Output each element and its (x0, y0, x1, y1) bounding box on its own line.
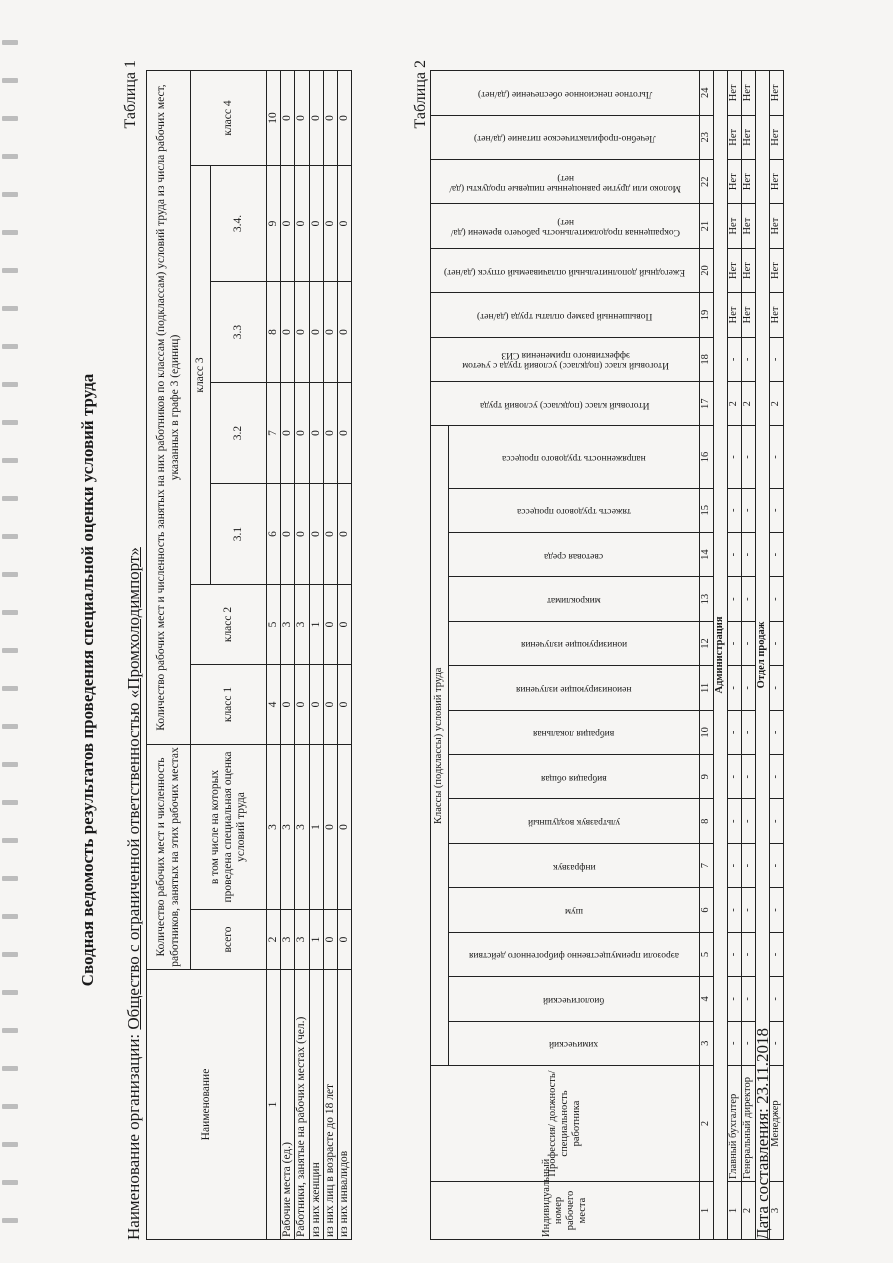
t2-cell: Нет (728, 248, 742, 292)
t2-head-prof: Профессия/ должность/ специальность работника (431, 1066, 700, 1182)
t2-head-col: Молоко или другие равноценные пищевые продукты (да/нет) (431, 159, 700, 203)
t2-cell: - (728, 843, 742, 887)
t2-head-col: микроклимат (449, 577, 700, 621)
t2-head-col: Ежегодный дополнительный оплачиваемый отпуск (да/нет) (431, 248, 700, 292)
t2-section-sales: Отдел продаж (756, 71, 770, 1240)
t1-cell: 0 (295, 484, 309, 585)
t1-cell: 0 (281, 383, 295, 484)
t2-cell: - (742, 710, 756, 754)
t1-cell: 0 (323, 665, 337, 745)
t1-cell: 1 (309, 745, 323, 910)
t1-cell: 0 (295, 665, 309, 745)
t2-row-prof: Менеджер (770, 1066, 784, 1182)
t1-cell: 0 (295, 166, 309, 282)
t2-head-col: шум (449, 888, 700, 932)
t1-cell: 3 (281, 910, 295, 970)
t1-head-class2: класс 2 (191, 585, 267, 665)
t2-cell: Нет (728, 159, 742, 203)
t2-cell: - (770, 843, 784, 887)
t1-cell: 0 (281, 71, 295, 166)
t1-cell: 3 (281, 745, 295, 910)
t2-cell: Нет (770, 248, 784, 292)
t1-colnum: 8 (267, 282, 281, 383)
t1-cell: 0 (338, 71, 352, 166)
t2-cell: 2 (728, 382, 742, 426)
t2-cell: Нет (770, 115, 784, 159)
t1-colnum: 3 (267, 745, 281, 910)
t2-cell: - (742, 621, 756, 665)
t2-colnum: 12 (700, 621, 714, 665)
t1-cell: 0 (309, 383, 323, 484)
t2-colnum: 16 (700, 426, 714, 488)
t2-colnum: 7 (700, 843, 714, 887)
date-value: 23.11.2018 (753, 1027, 772, 1104)
t2-cell: - (742, 532, 756, 576)
t2-cell: - (770, 710, 784, 754)
t1-head-c31: 3.1 (211, 484, 267, 585)
t2-colnum: 24 (700, 71, 714, 116)
t2-cell: Нет (770, 71, 784, 116)
t2-head-col: инфразвук (449, 843, 700, 887)
t1-cell: 3 (281, 585, 295, 665)
t1-head-assessed: в том числе на которых проведена специальная оценка условий труда (191, 745, 267, 910)
compilation-date (753, 1028, 773, 1240)
t1-row-label: из них женщин (309, 970, 323, 1240)
t1-head-c33: 3.3 (211, 282, 267, 383)
t2-head-col: Сокращенная продолжительность рабочего времени (да/нет) (431, 204, 700, 248)
t2-cell: Нет (728, 204, 742, 248)
t2-cell: - (728, 932, 742, 976)
t2-cell: Нет (728, 115, 742, 159)
t2-cell: Нет (728, 293, 742, 337)
t2-head-col: химический (449, 1021, 700, 1065)
t1-cell: 0 (309, 166, 323, 282)
t2-cell: Нет (742, 159, 756, 203)
t2-colnum: 6 (700, 888, 714, 932)
t2-cell: - (728, 337, 742, 381)
table-row (323, 71, 337, 1240)
t1-colnum: 1 (267, 970, 281, 1240)
t2-cell: - (742, 888, 756, 932)
t2-cell: - (770, 666, 784, 710)
t2-row-num: 1 (728, 1182, 742, 1240)
t2-head-classes-group: Классы (подклассы) условий труда (431, 426, 449, 1066)
t2-cell: - (770, 577, 784, 621)
t2-cell: - (728, 799, 742, 843)
t2-cell: - (742, 666, 756, 710)
rotated-document (78, 50, 868, 1240)
t1-cell: 0 (323, 484, 337, 585)
t1-head-total: всего (191, 910, 267, 970)
t2-cell: - (742, 932, 756, 976)
t2-row-prof: Главный бухгалтер (728, 1066, 742, 1182)
t1-cell: 0 (309, 484, 323, 585)
table2-caption: Таблица 2 (412, 60, 429, 129)
t2-cell: - (728, 1021, 742, 1065)
t2-colnum: 8 (700, 799, 714, 843)
t2-head-col: вибрация общая (449, 755, 700, 799)
t1-cell: 0 (281, 282, 295, 383)
t2-cell: - (770, 1021, 784, 1065)
t2-head-col: Льготное пенсионное обеспечение (да/нет) (431, 71, 700, 116)
t1-cell: 1 (309, 910, 323, 970)
t2-colnum: 9 (700, 755, 714, 799)
t2-cell: - (770, 337, 784, 381)
t2-cell: Нет (742, 248, 756, 292)
t1-row-label: Работники, занятые на рабочих местах (чел.) (295, 970, 309, 1240)
t1-row-label: Рабочие места (ед.) (281, 970, 295, 1240)
t2-head-col: Повышенный размер оплаты труда (да/нет) (431, 293, 700, 337)
t2-cell: - (742, 799, 756, 843)
t1-colnum: 5 (267, 585, 281, 665)
t2-cell: Нет (770, 204, 784, 248)
t1-cell: 0 (338, 166, 352, 282)
t2-cell: - (742, 843, 756, 887)
t1-cell: 3 (295, 910, 309, 970)
t1-colnum: 2 (267, 910, 281, 970)
t2-head-col: неионизирующие излучения (449, 666, 700, 710)
t1-cell: 0 (323, 166, 337, 282)
t2-cell: - (728, 755, 742, 799)
t2-head-col: ионизирующие излучения (449, 621, 700, 665)
t2-colnum: 23 (700, 115, 714, 159)
t2-colnum: 13 (700, 577, 714, 621)
summary-table-1 (146, 70, 352, 1240)
t2-cell: - (770, 426, 784, 488)
t2-colnum: 1 (700, 1182, 714, 1240)
t2-cell: - (770, 755, 784, 799)
t1-cell: 0 (309, 665, 323, 745)
t2-cell: - (742, 577, 756, 621)
t2-head-col: аэрозоли преимущественно фиброгенного действия (449, 932, 700, 976)
t2-cell: - (728, 710, 742, 754)
t2-head-col: напряженность трудового процесса (449, 426, 700, 488)
t1-cell: 0 (338, 665, 352, 745)
t2-cell: - (770, 532, 784, 576)
t2-colnum: 17 (700, 382, 714, 426)
table-row (728, 71, 742, 1240)
t2-cell: - (770, 621, 784, 665)
t2-head-col: тяжесть трудового процесса (449, 488, 700, 532)
t2-colnum: 20 (700, 248, 714, 292)
t1-cell: 0 (295, 282, 309, 383)
t1-cell: 0 (338, 383, 352, 484)
t1-cell: 0 (309, 71, 323, 166)
t2-colnum: 11 (700, 666, 714, 710)
t2-cell: - (742, 755, 756, 799)
t2-head-col: Лечебно-профилактическое питание (да/нет) (431, 115, 700, 159)
t2-cell: Нет (742, 293, 756, 337)
t1-head-name: Наименование (147, 970, 267, 1240)
t2-colnum: 15 (700, 488, 714, 532)
t2-cell: - (728, 532, 742, 576)
t1-cell: 0 (295, 383, 309, 484)
t2-colnum: 10 (700, 710, 714, 754)
t1-cell: 0 (295, 71, 309, 166)
t2-cell: - (770, 888, 784, 932)
page-title: Сводная ведомость результатов проведения специальной оценки условий труда (78, 373, 97, 987)
t1-head-class1: класс 1 (191, 665, 267, 745)
t2-colnum: 14 (700, 532, 714, 576)
t2-cell: - (770, 799, 784, 843)
t2-head-col: световая среда (449, 532, 700, 576)
t2-cell: - (742, 337, 756, 381)
t2-head-col: вибрация локальная (449, 710, 700, 754)
t1-cell: 0 (281, 484, 295, 585)
t2-colnum: 21 (700, 204, 714, 248)
t2-row-num: 3 (770, 1182, 784, 1240)
organization-line (124, 547, 144, 1240)
t1-row-label: из них лиц в возрасте до 18 лет (323, 970, 337, 1240)
t2-cell: - (742, 1021, 756, 1065)
t1-colnum: 6 (267, 484, 281, 585)
t2-colnum: 2 (700, 1066, 714, 1182)
t1-colnum: 9 (267, 166, 281, 282)
t1-cell: 3 (295, 745, 309, 910)
t1-cell: 0 (323, 585, 337, 665)
t2-cell: - (742, 977, 756, 1021)
t1-cell: 0 (323, 282, 337, 383)
t2-cell: - (742, 426, 756, 488)
t2-cell: 2 (742, 382, 756, 426)
t2-cell: - (728, 888, 742, 932)
t1-row-label: из них инвалидов (338, 970, 352, 1240)
t1-cell: 0 (323, 745, 337, 910)
binding-marks (0, 0, 22, 1263)
t1-cell: 0 (338, 484, 352, 585)
t2-colnum: 3 (700, 1021, 714, 1065)
t2-cell: - (770, 977, 784, 1021)
t2-head-col: ультразвук воздушный (449, 799, 700, 843)
t1-cell: 0 (281, 665, 295, 745)
t1-cell: 0 (323, 383, 337, 484)
t1-cell: 0 (338, 282, 352, 383)
t1-colnum: 4 (267, 665, 281, 745)
t2-cell: - (728, 577, 742, 621)
t1-cell: 3 (295, 585, 309, 665)
t1-cell: 0 (338, 585, 352, 665)
t2-head-col: Итоговый класс (подкласс) условий труда (431, 382, 700, 426)
t2-cell: - (770, 932, 784, 976)
table-row (295, 71, 309, 1240)
table-row (281, 71, 295, 1240)
t2-cell: - (770, 488, 784, 532)
t1-head-class4: класс 4 (191, 71, 267, 166)
t1-head-count-group: Количество рабочих мест и численность работников, занятых на этих рабочих местах (147, 745, 191, 970)
t2-cell: 2 (770, 382, 784, 426)
t2-colnum: 5 (700, 932, 714, 976)
t2-cell: - (728, 488, 742, 532)
t2-cell: - (742, 488, 756, 532)
t2-cell: - (728, 666, 742, 710)
t2-head-col: Итоговый класс (подкласс) условий труда с учетом эффективного применения СИЗ (431, 337, 700, 381)
t2-cell: Нет (770, 159, 784, 203)
t2-head-num: Индивидуальный номер рабочего места (431, 1182, 700, 1240)
t1-cell: 1 (309, 585, 323, 665)
t1-cell: 0 (323, 71, 337, 166)
t2-cell: Нет (742, 71, 756, 116)
t1-head-c32: 3.2 (211, 383, 267, 484)
organization-label: Наименование организации: (124, 1029, 143, 1240)
table1-caption: Таблица 1 (122, 60, 139, 129)
t1-head-class3: класс 3 (191, 166, 211, 585)
summary-table-2 (430, 70, 784, 1240)
t2-colnum: 18 (700, 337, 714, 381)
t2-cell: Нет (742, 204, 756, 248)
t2-cell: - (728, 621, 742, 665)
t2-head-col: биологический (449, 977, 700, 1021)
t2-section-administration: Администрация (714, 71, 728, 1240)
organization-name: Общество с ограниченной ответственностью «Промхолодимпорт» (124, 547, 143, 1030)
table-row (338, 71, 352, 1240)
t2-cell: Нет (770, 293, 784, 337)
date-label: Дата составления: (753, 1103, 772, 1240)
t1-colnum: 7 (267, 383, 281, 484)
t2-cell: - (728, 426, 742, 488)
t1-head-c34: 3.4. (211, 166, 267, 282)
t2-colnum: 22 (700, 159, 714, 203)
t1-cell: 0 (338, 745, 352, 910)
t2-colnum: 4 (700, 977, 714, 1021)
t2-cell: - (728, 977, 742, 1021)
t1-cell: 0 (323, 910, 337, 970)
t2-cell: Нет (742, 115, 756, 159)
t1-cell: 0 (338, 910, 352, 970)
t1-head-classes-group: Количество рабочих мест и численность занятых на них работников по классам (подклассам) условий труда из числа рабочих мест, указанных в графе 3 (единиц) (147, 71, 191, 745)
t1-cell: 0 (281, 166, 295, 282)
table-row (309, 71, 323, 1240)
t2-cell: Нет (728, 71, 742, 116)
t1-colnum: 10 (267, 71, 281, 166)
t1-cell: 0 (309, 282, 323, 383)
t2-colnum: 19 (700, 293, 714, 337)
t2-row-prof: Генеральный директор (742, 1066, 756, 1182)
t2-row-num: 2 (742, 1182, 756, 1240)
